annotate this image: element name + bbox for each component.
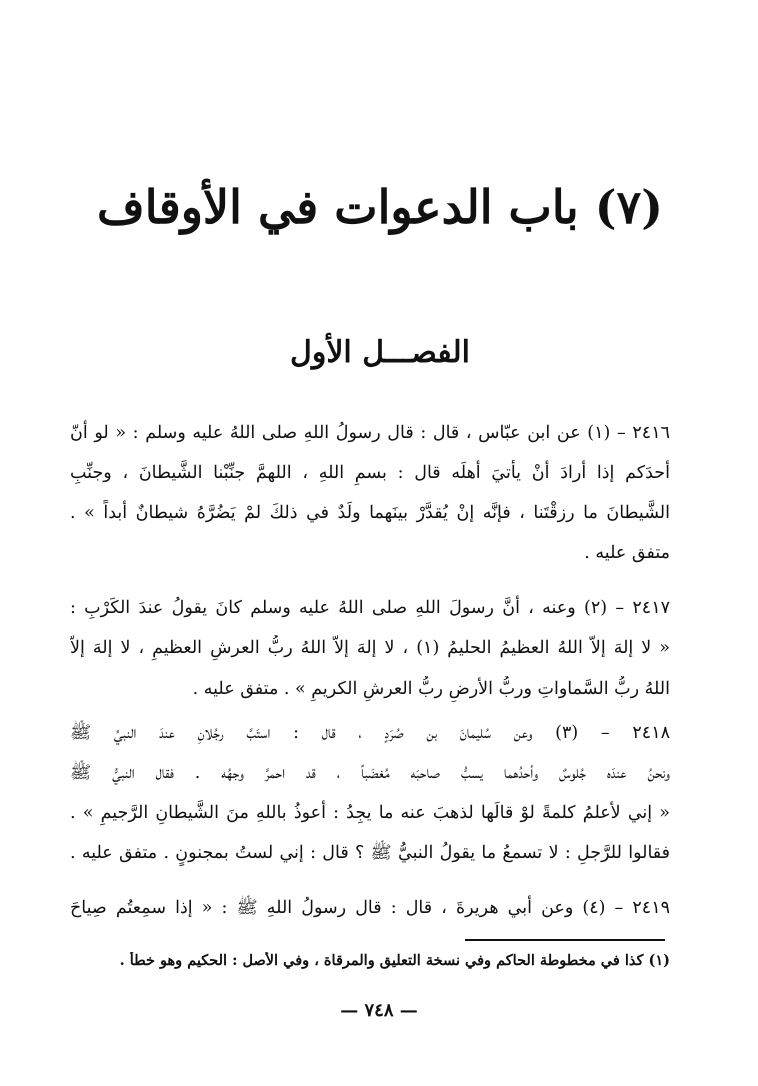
text-line: الشَّيطانَ ما رزقْتَنا ، فإنَّه إنْ يُقدَّرْ بينَهما ولَدٌ في ذلكَ لمْ يَضُرَّهُ شيطانٌ أبداً » .	[70, 503, 670, 523]
text-line: « لا إلهَ إلاَّ اللهُ العظيمُ الحليمُ (١) ، لا إلهَ إلاَّ اللهُ ربُّ العرشِ العظيمِ ، لا إلهَ إلاَّ	[70, 638, 670, 658]
footnote: (١) كذا في مخطوطة الحاكم وفي نسخة التعليق والمرقاة ، وفي الأصل : الحكيم وهو خطأ .	[119, 952, 670, 969]
text-line: ٢٤١٧ – (٢) وعنه ، أنَّ رسولَ اللهِ صلى اللهُ عليه وسلم كانَ يقولُ عندَ الكَرْبِ :	[70, 598, 670, 618]
text-line: ٢٤١٩ – (٤) وعن أبي هريرةَ ، قال : قال رسولُ اللهِ ﷺ : « إذا سمِعتُم صِياحَ	[70, 898, 670, 918]
text-line: « إني لأعلمُ كلمةً لوْ قالَها لذهبَ عنه ما يجِدُ : أعوذُ باللهِ منَ الشَّيطانِ الرَّجيمِ » .	[70, 803, 670, 823]
page-number: — ٧٤٨ —	[340, 1000, 418, 1021]
text-line: ٢٤١٦ – (١) عن ابن عبّاس ، قال : قال رسولُ اللهِ صلى اللهُ عليه وسلم : « لو أنّ	[70, 423, 670, 443]
text-line: اللهُ ربُّ السَّماواتِ وربُّ الأرضِ ربُّ العرشِ الكريمِ » . متفق عليه .	[192, 679, 670, 699]
section-title: الفصـــل الأول	[290, 335, 470, 370]
text-line: فقالوا للرَّجلِ : لا تسمعُ ما يقولُ النبيُّ ﷺ ؟ قال : إني لستُ بمجنونٍ . متفق عليه .	[70, 843, 670, 863]
text-line: ونحنُ عندَه جُلوسٌ وأحدُهما يسبُّ صاحبَه مُغضَباً ، قد احمرَّ وجهُه . فقال النبيُّ ﷺ	[70, 763, 670, 783]
text-line: أحدَكم إذا أرادَ أنْ يأتيَ أهلَه قال : بسمِ اللهِ ، اللهمَّ جنِّبْنا الشَّيطانَ ، وجنِّبِ	[70, 463, 670, 483]
text-line: متفق عليه .	[584, 543, 670, 563]
chapter-title: (٧) باب الدعوات في الأوقاف	[97, 180, 663, 234]
text-line: ٢٤١٨ – (٣) وعن سُليمانَ بن صُرَدٍ ، قال : استَبَّ رجُلانِ عندَ النبيِّ ﷺ	[70, 723, 670, 743]
footnote-divider	[465, 939, 665, 941]
